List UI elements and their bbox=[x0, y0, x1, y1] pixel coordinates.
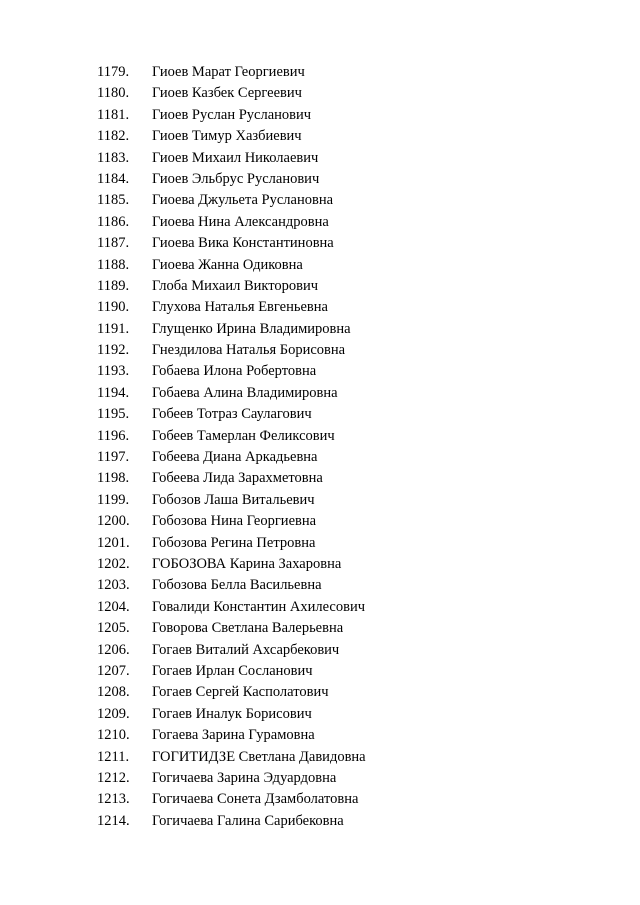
entry-number: 1184. bbox=[97, 170, 130, 187]
list-item bbox=[97, 597, 366, 618]
entry-name: Гиоева Нина Александровна bbox=[152, 213, 329, 230]
list-item bbox=[97, 105, 366, 126]
entry-number: 1213. bbox=[97, 791, 130, 808]
entry-name: Гнездилова Наталья Борисовна bbox=[152, 342, 346, 359]
list-item bbox=[97, 190, 366, 211]
entry-name: Глухова Наталья Евгеньевна bbox=[152, 299, 328, 316]
entry-name: ГОБОЗОВА Карина Захаровна bbox=[152, 555, 342, 572]
entry-name: Гиоева Джульета Руслановна bbox=[152, 192, 334, 209]
entry-number: 1201. bbox=[97, 534, 130, 551]
entry-number: 1188. bbox=[97, 256, 130, 273]
list-item bbox=[97, 297, 366, 318]
entry-number: 1192. bbox=[97, 342, 130, 359]
entry-name: Гобозова Нина Георгиевна bbox=[152, 513, 317, 530]
entry-number: 1182. bbox=[97, 128, 130, 145]
entry-number: 1181. bbox=[97, 106, 130, 123]
entry-number: 1185. bbox=[97, 192, 130, 209]
entry-number: 1204. bbox=[97, 598, 130, 615]
entry-name: Говорова Светлана Валерьевна bbox=[152, 620, 344, 637]
entry-number: 1206. bbox=[97, 641, 130, 658]
entry-number: 1197. bbox=[97, 449, 130, 466]
entry-name: Гогаев Ирлан Сосланович bbox=[152, 662, 313, 679]
entry-name: Гиоев Марат Георгиевич bbox=[152, 64, 305, 80]
list-item bbox=[97, 276, 366, 297]
list-item bbox=[97, 62, 366, 83]
list-item bbox=[97, 83, 366, 104]
list-item bbox=[97, 575, 366, 596]
entry-name: Глоба Михаил Викторович bbox=[152, 277, 319, 294]
entry-name: Гиоев Эльбрус Русланович bbox=[152, 170, 320, 187]
entry-name: Гиоев Руслан Русланович bbox=[152, 106, 312, 123]
list-item bbox=[97, 747, 366, 768]
entry-name: Гобеев Тотраз Саулагович bbox=[152, 406, 312, 423]
list-item bbox=[97, 554, 366, 575]
list-item bbox=[97, 233, 366, 254]
list-item bbox=[97, 319, 366, 340]
entry-number: 1195. bbox=[97, 406, 130, 423]
entry-number: 1207. bbox=[97, 662, 130, 679]
list-item bbox=[97, 447, 366, 468]
list-item bbox=[97, 811, 366, 832]
entry-number: 1210. bbox=[97, 727, 130, 744]
list-item bbox=[97, 361, 366, 382]
entry-number: 1193. bbox=[97, 363, 130, 380]
list-item bbox=[97, 768, 366, 789]
list-item bbox=[97, 340, 366, 361]
name-list bbox=[97, 62, 366, 832]
list-item bbox=[97, 490, 366, 511]
entry-number: 1194. bbox=[97, 384, 130, 401]
entry-number: 1196. bbox=[97, 427, 130, 444]
entry-number: 1190. bbox=[97, 299, 130, 316]
entry-number: 1189. bbox=[97, 277, 130, 294]
entry-number: 1200. bbox=[97, 513, 130, 530]
entry-number: 1180. bbox=[97, 85, 130, 102]
entry-name: Гиоева Вика Константиновна bbox=[152, 235, 334, 252]
entry-name: Гобаева Алина Владимировна bbox=[152, 384, 338, 401]
entry-name: Гогичаева Сонета Дзамболатовна bbox=[152, 791, 359, 808]
list-item bbox=[97, 383, 366, 404]
list-item bbox=[97, 618, 366, 639]
list-item bbox=[97, 148, 366, 169]
list-item bbox=[97, 468, 366, 489]
entry-name: Гогаев Иналук Борисович bbox=[152, 705, 312, 722]
entry-number: 1203. bbox=[97, 577, 130, 594]
entry-name: Гиоев Тимур Хазбиевич bbox=[152, 128, 302, 145]
entry-number: 1187. bbox=[97, 235, 130, 252]
list-item bbox=[97, 126, 366, 147]
list-item bbox=[97, 426, 366, 447]
entry-number: 1205. bbox=[97, 620, 130, 637]
entry-number: 1211. bbox=[97, 748, 130, 765]
entry-name: Гогаев Виталий Ахсарбекович bbox=[152, 641, 340, 658]
entry-number: 1179. bbox=[97, 64, 130, 80]
list-item bbox=[97, 511, 366, 532]
entry-name: Говалиди Константин Ахилесович bbox=[152, 598, 366, 615]
list-item bbox=[97, 789, 366, 810]
list-item bbox=[97, 661, 366, 682]
entry-name: Гогаева Зарина Гурамовна bbox=[152, 727, 315, 744]
entry-number: 1191. bbox=[97, 320, 130, 337]
list-item bbox=[97, 533, 366, 554]
list-item bbox=[97, 212, 366, 233]
entry-name: Гобозова Белла Васильевна bbox=[152, 577, 322, 594]
list-item bbox=[97, 169, 366, 190]
entry-number: 1186. bbox=[97, 213, 130, 230]
list-item bbox=[97, 704, 366, 725]
list-item bbox=[97, 682, 366, 703]
entry-name: Гобеев Тамерлан Феликсович bbox=[152, 427, 335, 444]
entry-name: Гиоев Казбек Сергеевич bbox=[152, 85, 302, 102]
entry-number: 1209. bbox=[97, 705, 130, 722]
entry-name: Гиоева Жанна Одиковна bbox=[152, 256, 303, 273]
list-item bbox=[97, 404, 366, 425]
entry-number: 1208. bbox=[97, 684, 130, 701]
entry-name: Гиоев Михаил Николаевич bbox=[152, 149, 319, 166]
entry-name: Гогичаева Зарина Эдуардовна bbox=[152, 769, 337, 786]
entry-name: Гобозова Регина Петровна bbox=[152, 534, 316, 551]
entry-name: Гобозов Лаша Витальевич bbox=[152, 491, 315, 508]
entry-number: 1198. bbox=[97, 470, 130, 487]
entry-number: 1214. bbox=[97, 812, 130, 829]
list-item bbox=[97, 255, 366, 276]
entry-number: 1212. bbox=[97, 769, 130, 786]
list-item bbox=[97, 725, 366, 746]
entry-name: Гобаева Илона Робертовна bbox=[152, 363, 317, 380]
entry-name: Глущенко Ирина Владимировна bbox=[152, 320, 351, 337]
entry-number: 1202. bbox=[97, 555, 130, 572]
entry-name: ГОГИТИДЗЕ Светлана Давидовна bbox=[152, 748, 366, 765]
entry-name: Гобеева Диана Аркадьевна bbox=[152, 449, 318, 466]
entry-name: Гобеева Лида Зарахметовна bbox=[152, 470, 323, 487]
entry-number: 1183. bbox=[97, 149, 130, 166]
entry-name: Гогичаева Галина Сарибековна bbox=[152, 812, 344, 829]
list-item bbox=[97, 640, 366, 661]
entry-number: 1199. bbox=[97, 491, 130, 508]
entry-name: Гогаев Сергей Касполатович bbox=[152, 684, 329, 701]
